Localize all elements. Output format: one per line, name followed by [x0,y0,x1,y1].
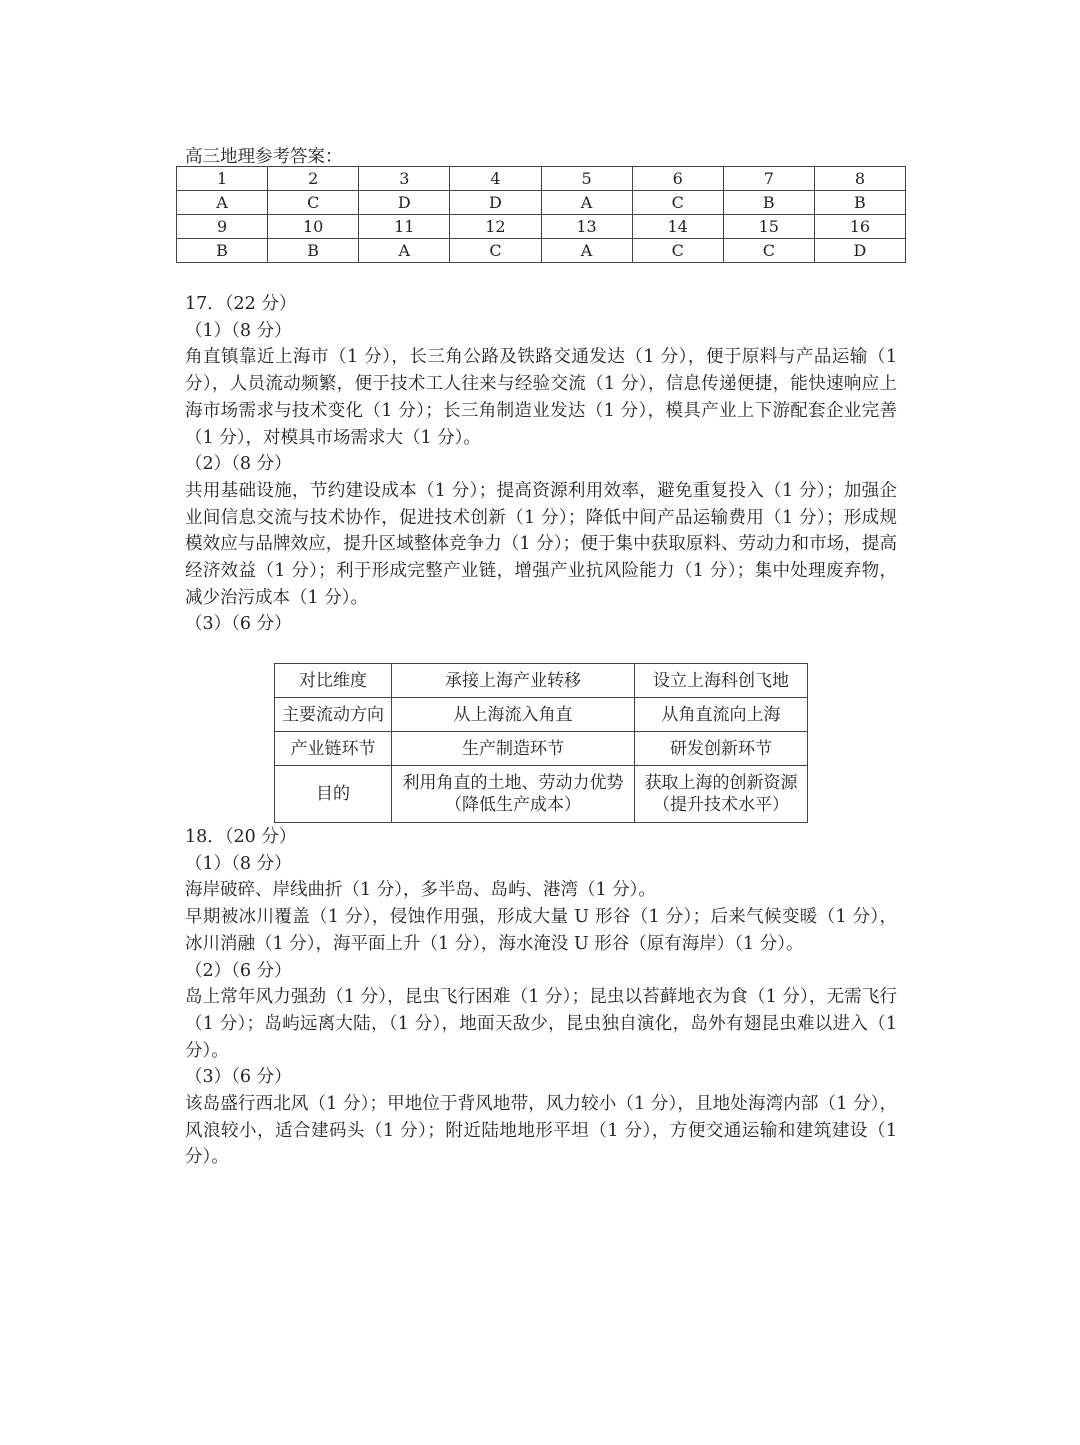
table-cell: 主要流动方向 [275,698,392,732]
subquestion-header: （1）（8 分） [185,853,292,874]
table-row [275,732,808,766]
table-cell: A [177,191,268,215]
table-cell [392,766,635,823]
answer-paragraph: 角直镇靠近上海市（1 分），长三角公路及铁路交通发达（1 分），便于原料与产品运输（1 分），人员流动频繁，便于技术工人往来与经验交流（1 分），信息传递便捷，能快速响应上海市场需求与技术变化（1 分）；长三角制造业发达（1 分），模具产业上下游配套企业完善（1 分），对模具市场需求大（1 分）。 [185,347,897,448]
table-cell: 11 [359,215,450,239]
table-cell: 2 [268,167,359,191]
answer-paragraph: 共用基础设施，节约建设成本（1 分）；提高资源利用效率，避免重复投入（1 分）；加强企业间信息交流与技术协作，促进技术创新（1 分）；降低中间产品运输费用（1 分）；形成规模效应与品牌效应，提升区域整体竞争力（1 分）；便于集中获取原料、劳动力和市场，提高经济效益（1 分）；利于形成完整产业链，增强产业抗风险能力（1 分）；集中处理废弃物，减少治污成本（1 分）。 [185,480,897,608]
table-cell: 产业链环节 [275,732,392,766]
table-cell: 3 [359,167,450,191]
table-cell: 从上海流入角直 [392,698,635,732]
table-row [177,167,906,191]
table-row [275,766,808,823]
table-row [177,239,906,263]
cell-main-text: 利用角直的土地、劳动力优势 [402,773,624,793]
table-cell: 12 [450,215,541,239]
table-cell: 4 [450,167,541,191]
table-cell: 10 [268,215,359,239]
table-header-cell: 对比维度 [275,664,392,698]
table-cell: B [268,239,359,263]
comparison-table [274,663,808,823]
table-row [177,191,906,215]
table-cell: C [632,191,723,215]
table-cell: A [359,239,450,263]
table-cell: 13 [541,215,632,239]
table-header-row [275,664,808,698]
question-header: 17．（22 分） [185,294,297,314]
table-cell: A [541,191,632,215]
table-cell: C [450,239,541,263]
table-cell: C [723,239,814,263]
answer-paragraph: 海岸破碎、岸线曲折（1 分），多半岛、岛屿、港湾（1 分）。 [185,880,656,901]
cell-main-text: 获取上海的创新资源 [644,773,798,793]
table-cell: 6 [632,167,723,191]
table-cell: B [723,191,814,215]
question-18 [185,824,897,1171]
table-row [275,698,808,732]
table-header-cell: 设立上海科创飞地 [635,664,808,698]
answer-table [176,166,906,263]
table-cell: 7 [723,167,814,191]
table-cell: C [632,239,723,263]
question-header: 18．（20 分） [185,827,297,847]
table-cell: 目的 [275,766,392,823]
table-cell: D [450,191,541,215]
table-cell: C [268,191,359,215]
answer-paragraph: 岛上常年风力强劲（1 分），昆虫飞行困难（1 分）；昆虫以苔藓地衣为食（1 分），无需飞行（1 分）；岛屿远离大陆，（1 分），地面天敌少，昆虫独自演化，岛外有翅昆虫难以进入（1 分）。 [185,987,897,1061]
question-17 [185,291,897,638]
table-cell: 15 [723,215,814,239]
table-cell: 9 [177,215,268,239]
table-cell: 16 [814,215,905,239]
table-cell: 5 [541,167,632,191]
answer-paragraph: 该岛盛行西北风（1 分）；甲地位于背风地带，风力较小（1 分），且地处海湾内部（1 分），风浪较小，适合建码头（1 分）；附近陆地地形平坦（1 分），方便交通运输和建筑建设（1 分）。 [185,1094,897,1168]
table-cell: 14 [632,215,723,239]
table-cell: 研发创新环节 [635,732,808,766]
subquestion-header: （2）（8 分） [185,454,292,475]
table-header-cell: 承接上海产业转移 [392,664,635,698]
table-cell: D [359,191,450,215]
table-row [177,215,906,239]
table-cell [635,766,808,823]
answer-paragraph: 早期被冰川覆盖（1 分），侵蚀作用强，形成大量 U 形谷（1 分）；后来气候变暖（1 分），冰川消融（1 分），海平面上升（1 分），海水淹没 U 形谷（原有海岸）（1 分）。 [185,907,897,954]
table-cell: D [814,239,905,263]
page-title: 高三地理参考答案： [185,147,343,167]
table-cell: A [541,239,632,263]
table-cell: 从角直流向上海 [635,698,808,732]
subquestion-header: （1）（8 分） [185,320,292,341]
cell-sub-text: （提升技术水平） [653,795,789,815]
subquestion-header: （2）（6 分） [185,960,292,981]
table-cell: B [814,191,905,215]
table-cell: 生产制造环节 [392,732,635,766]
table-cell: B [177,239,268,263]
subquestion-header: （3）（6 分） [185,614,292,635]
table-cell: 8 [814,167,905,191]
table-cell: 1 [177,167,268,191]
cell-sub-text: （降低生产成本） [445,795,581,815]
subquestion-header: （3）（6 分） [185,1067,292,1088]
